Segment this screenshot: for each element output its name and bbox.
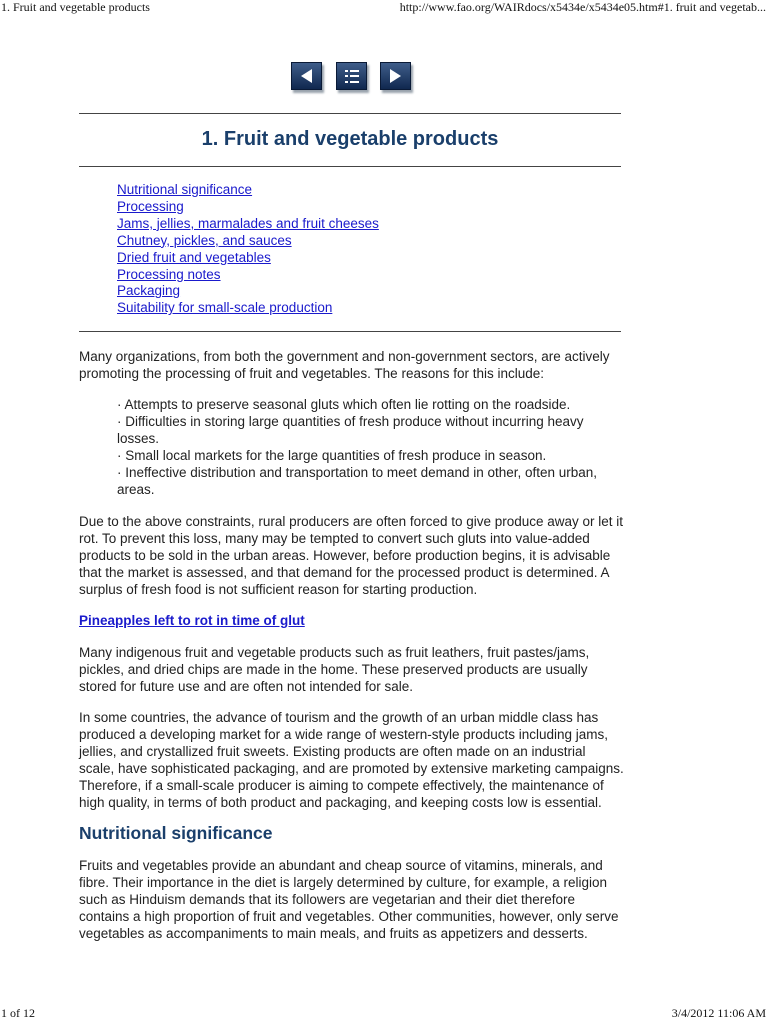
toc-link-processing[interactable]: Processing bbox=[117, 198, 184, 214]
tourism-paragraph: In some countries, the advance of tourism and the growth of an urban middle class has produced a developing market for a wide range of western-style products including jams, jellies, and crystallized fruit sweets. Existing products are often made on an industrial scale, have sophisticated packaging, and are promoted by extensive marketing campaigns. Therefore, if a small-scale producer is aiming to compete effectively, the maintenance of high quality, in terms of both product and packaging, and keeping costs low is essential. bbox=[79, 710, 624, 810]
index-button[interactable] bbox=[336, 62, 367, 90]
toc-link-chutney[interactable]: Chutney, pickles, and sauces bbox=[117, 232, 292, 248]
print-header bbox=[0, 0, 768, 16]
nutrition-paragraph: Fruits and vegetables provide an abundant and cheap source of vitamins, minerals, and fibre. Their importance in the diet is largely determined by culture, for example, a religion such as Hinduism demands that its followers are vegetarian and their diet therefore contains a high proportion of fruit and vegetables. Other communities, however, only serve vegetables as accompaniments to main meals, and fruits as appetizers and desserts. bbox=[79, 858, 619, 941]
intro-paragraph: Many organizations, from both the government and non-government sectors, are actively promoting the processing of fruit and vegetables. The reasons for this include: bbox=[79, 349, 610, 381]
page-count: 1 of 12 bbox=[1, 1006, 35, 1020]
toc-link-nutritional-significance[interactable]: Nutritional significance bbox=[117, 182, 253, 197]
arrow-left-icon bbox=[301, 69, 312, 83]
list-item: · Attempts to preserve seasonal gluts which often lie rotting on the roadside. bbox=[117, 397, 571, 412]
list-icon bbox=[345, 70, 359, 83]
nav-bar bbox=[291, 62, 413, 94]
toc-link-processing-notes[interactable]: Processing notes bbox=[117, 266, 221, 282]
toc-item bbox=[117, 199, 379, 216]
toc-item bbox=[117, 283, 379, 300]
reasons-list bbox=[117, 396, 627, 498]
next-button[interactable] bbox=[380, 62, 411, 90]
divider-top bbox=[79, 113, 621, 114]
table-of-contents bbox=[117, 182, 379, 317]
toc-item bbox=[117, 300, 379, 317]
toc-link-dried-fruit[interactable]: Dried fruit and vegetables bbox=[117, 249, 271, 265]
toc-link-packaging[interactable]: Packaging bbox=[117, 283, 181, 299]
toc-link-suitability[interactable]: Suitability for small-scale production bbox=[117, 300, 333, 316]
print-datetime: 3/4/2012 11:06 AM bbox=[671, 1006, 766, 1020]
list-item: · Ineffective distribution and transportation to meet demand in other, often urban, areas. bbox=[117, 465, 598, 497]
list-item: · Difficulties in storing large quantities of fresh produce without incurring heavy losses. bbox=[117, 414, 584, 446]
list-item: · Small local markets for the large quantities of fresh produce in season. bbox=[117, 448, 547, 463]
toc-item bbox=[117, 250, 379, 267]
arrow-right-icon bbox=[390, 69, 401, 83]
divider-title bbox=[79, 166, 621, 167]
constraints-paragraph: Due to the above constraints, rural producers are often forced to give produce away or let it rot. To prevent this loss, many may be tempted to convert such gluts into value-added products to be sold in the urban areas. However, before production begins, it is advisable that the market is assessed, and that demand for the processed product is determined. A surplus of fresh food is not sufficient reason for starting production. bbox=[79, 514, 624, 597]
pineapples-image-link[interactable]: Pineapples left to rot in time of glut bbox=[79, 613, 305, 628]
indigenous-products-paragraph: Many indigenous fruit and vegetable products such as fruit leathers, fruit pastes/jams, pickles, and dried chips are made in the home. These preserved products are usually stored for future use and are often not intended for sale. bbox=[79, 645, 590, 694]
toc-item bbox=[117, 233, 379, 250]
divider-toc bbox=[79, 331, 621, 332]
toc-link-jams[interactable]: Jams, jellies, marmalades and fruit cheeses bbox=[117, 215, 379, 231]
image-link-container bbox=[79, 612, 624, 629]
toc-item bbox=[117, 267, 379, 284]
toc-item bbox=[117, 216, 379, 233]
print-header-url: http://www.fao.org/WAIRdocs/x5434e/x5434e05.htm#1. fruit and vegetab... bbox=[399, 0, 766, 14]
toc-item bbox=[117, 182, 379, 199]
page-title: 1. Fruit and vegetable products bbox=[201, 128, 499, 150]
previous-button[interactable] bbox=[291, 62, 322, 90]
article-body bbox=[79, 348, 624, 956]
print-header-title: 1. Fruit and vegetable products bbox=[1, 0, 150, 14]
section-heading-nutritional: Nutritional significance bbox=[79, 823, 273, 843]
